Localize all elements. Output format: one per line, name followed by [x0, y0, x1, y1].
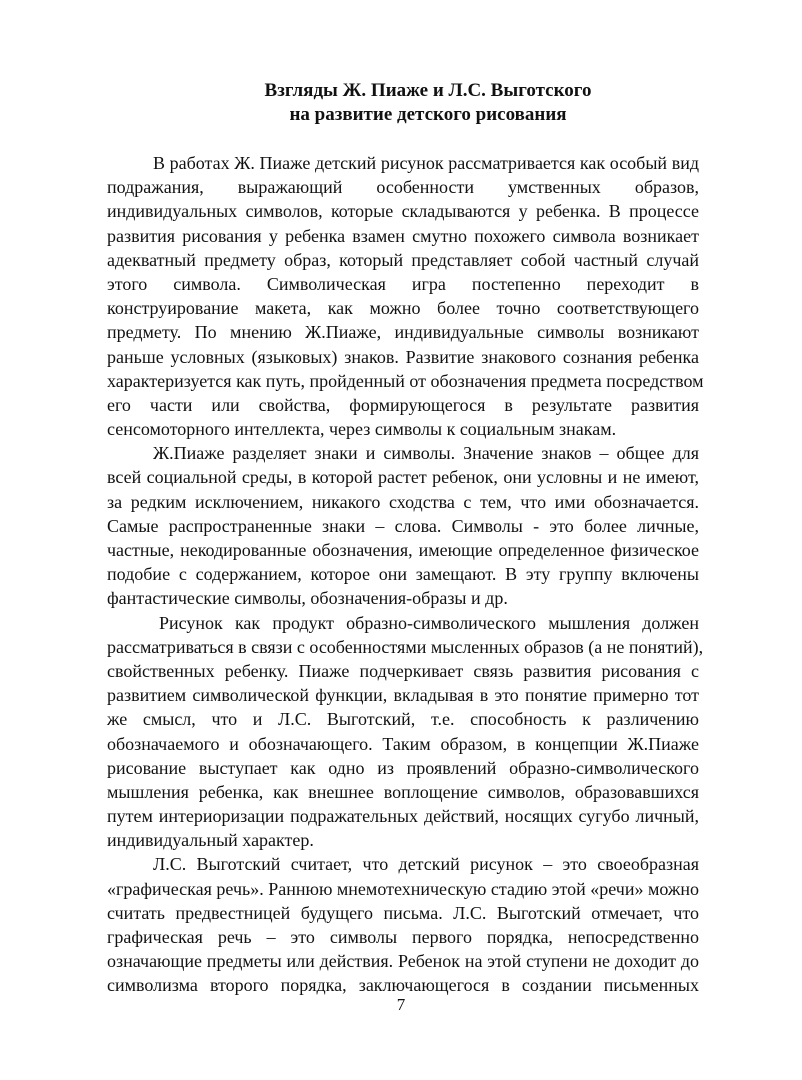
- page-title: [0, 79, 802, 127]
- text-line: свойственных ребенку. Пиаже подчеркивает связь развития рисования с: [107, 660, 699, 681]
- text-line: раньше условных (языковых) знаков. Развитие знакового сознания ребенка: [107, 346, 699, 367]
- text-line: графическая речь – это символы первого порядка, непосредственно: [107, 927, 699, 947]
- text-line: символизма второго порядка, заключающегося в создании письменных: [107, 975, 699, 996]
- text-line: частные, некодированные обозначения, имеющие определенное физическое: [107, 540, 699, 560]
- title-line-1: Взгляды Ж. Пиаже и Л.С. Выготского: [264, 80, 592, 101]
- text-line: его части или свойства, формирующегося в результате развития: [107, 394, 699, 415]
- text-line: характеризуется как путь, пройденный от обозначения предмета посредством: [107, 370, 704, 391]
- text-line: развития рисования у ребенка взамен смутно похожего символа возникает: [107, 225, 699, 246]
- text-line: сенсомоторного интеллекта, через символы к социальным знакам.: [107, 419, 617, 440]
- text-line: подобие с содержанием, которое они замещают. В эту группу включены: [107, 564, 699, 585]
- text-line: В работах Ж. Пиаже детский рисунок рассматривается как особый вид: [153, 153, 699, 173]
- text-line: путем интериоризации подражательных действий, носящих сугубо личный,: [107, 806, 699, 827]
- text-line: Рисунок как продукт образно-символического мышления должен: [159, 612, 699, 633]
- text-line: считать предвестницей будущего письма. Л.С. Выготский отмечает, что: [107, 902, 699, 923]
- text-line: обозначаемого и обозначающего. Таким образом, в концепции Ж.Пиаже: [107, 733, 699, 754]
- paragraph-2: [107, 441, 699, 610]
- text-line: индивидуальных символов, которые складываются у ребенка. В процессе: [107, 201, 699, 222]
- text-line: этого символа. Символическая игра постепенно переходит в: [107, 273, 699, 294]
- paragraph-3: [107, 611, 704, 853]
- text-line: всей социальной среды, в которой растет ребенок, они условны и не имеют,: [107, 467, 699, 488]
- text-line: развитием символической функции, вкладывая в это понятие примерно тот: [107, 685, 699, 706]
- text-line: означающие предметы или действия. Ребенок на этой ступени не доходит до: [107, 951, 699, 972]
- text-line: рисование выступает как одно из проявлений образно-символического: [107, 757, 699, 778]
- text-line: фантастические символы, обозначения-образы и др.: [107, 588, 508, 609]
- paragraph-4: [107, 852, 699, 997]
- title-line-2: на развитие детского рисования: [289, 104, 567, 125]
- text-line: индивидуальный характер.: [107, 830, 314, 851]
- text-line: предмету. По мнению Ж.Пиаже, индивидуальные символы возникают: [107, 322, 699, 343]
- text-line: адекватный предмету образ, который представляет собой частный случай: [107, 249, 699, 270]
- body-text: [107, 151, 704, 998]
- text-line: «графическая речь». Раннюю мнемотехническую стадию этой «речи» можно: [107, 878, 699, 899]
- page-number: [0, 995, 802, 1015]
- text-line: конструирование макета, как можно более точно соответствующего: [107, 298, 699, 319]
- text-line: подражания, выражающий особенности умственных образов,: [107, 177, 699, 198]
- text-line: Ж.Пиаже разделяет знаки и символы. Значение знаков – общее для: [153, 443, 699, 464]
- page-number-text: 7: [396, 995, 406, 1014]
- text-line: Самые распространенные знаки – слова. Символы - это более личные,: [107, 515, 699, 536]
- text-line: за редким исключением, никакого сходства с тем, что ими обозначается.: [107, 491, 699, 512]
- text-line: рассматриваться в связи с особенностями мысленных образов (а не понятий),: [107, 636, 704, 657]
- paragraph-1: [107, 151, 704, 441]
- text-line: Л.С. Выготский считает, что детский рисунок – это своеобразная: [153, 854, 699, 875]
- text-line: же смысл, что и Л.С. Выготский, т.е. способность к различению: [107, 709, 699, 730]
- text-line: мышления ребенка, как внешнее воплощение символов, образовавшихся: [107, 781, 699, 802]
